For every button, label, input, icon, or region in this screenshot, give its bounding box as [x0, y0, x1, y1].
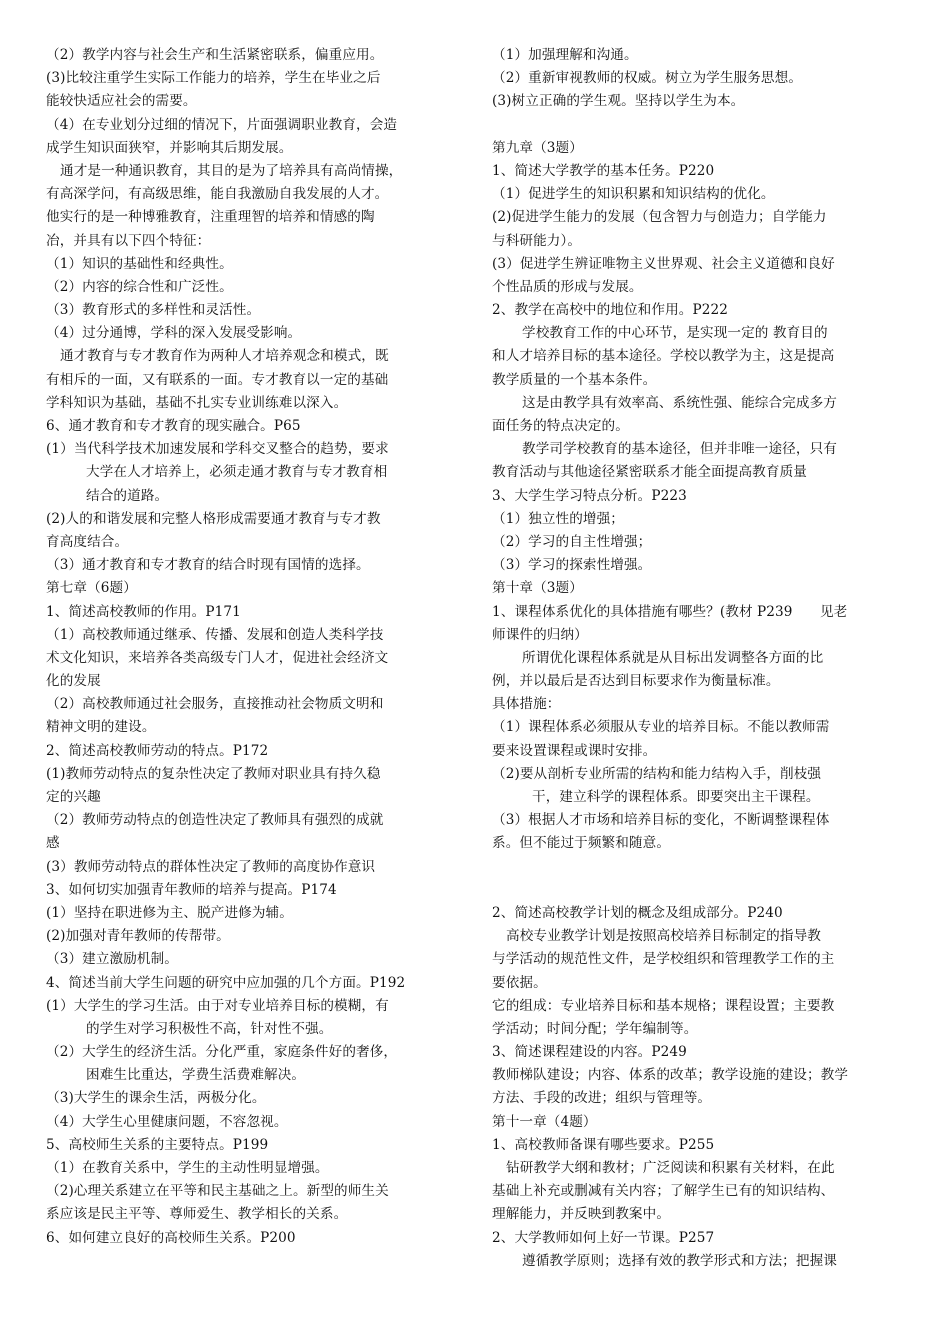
right-column-line: 第十章（3题）: [492, 580, 583, 597]
right-column-line: 教师梯队建设；内容、体系的改革；教学设施的建设；教学: [492, 1067, 849, 1084]
left-column-line: 学科知识为基础，基础不扎实专业训练难以深入。: [46, 394, 348, 411]
left-column-line: 1、简述高校教师的作用。P171: [46, 603, 241, 620]
left-column-line: 6、通才教育和专才教育的现实融合。P65: [46, 418, 301, 434]
right-column-line: 要依据。: [492, 974, 547, 991]
right-column-line: 方法、手段的改进；组织与管理等。: [492, 1090, 712, 1107]
left-column-line: 困难生比重达，学费生活费难解决。: [86, 1067, 306, 1084]
left-column-line: 系应该是民主平等、尊师爱生、教学相长的关系。: [46, 1206, 348, 1223]
left-column-line: 5、高校师生关系的主要特点。P199: [46, 1136, 269, 1153]
left-column-line: （2)心理关系建立在平等和民主基础之上。新型的师生关: [46, 1183, 389, 1200]
right-column-line: 2、大学教师如何上好一节课。P257: [492, 1229, 715, 1246]
left-column-line: （3)大学生的课余生活，两极分化。: [46, 1090, 266, 1107]
left-column-line: 他实行的是一种博雅教育，注重理智的培养和情感的陶: [46, 209, 375, 226]
right-column-line: 它的组成：专业培养目标和基本规格；课程设置；主要教: [492, 997, 835, 1014]
right-column-line: （1）促进学生的知识积累和知识结构的优化。: [492, 186, 775, 203]
left-column-line: （2）教学内容与社会生产和生活紧密联系，偏重应用。: [46, 47, 384, 63]
right-column-line: 1、简述大学教学的基本任务。P220: [492, 162, 715, 179]
right-column-line: 这是由教学具有效率高、系统性强、能综合完成多方: [522, 394, 837, 411]
right-column-line: 要来设置课程或课时安排。: [492, 742, 657, 759]
right-column-line: 2、简述高校教学计划的概念及组成部分。P240: [492, 904, 783, 921]
right-column-line: 钻研教学大纲和教材；广泛阅读和积累有关材料，在此: [506, 1160, 835, 1176]
right-column-line: 3、简述课程建设的内容。P249: [492, 1044, 687, 1061]
left-column-line: (1)教师劳动特点的复杂性决定了教师对职业具有持久稳: [46, 765, 381, 782]
left-column-line: （1）知识的基础性和经典性。: [46, 255, 233, 272]
right-column-line: (3）促进学生辨证唯物主义世界观、社会主义道德和良好: [492, 255, 835, 272]
left-column-line: 2、简述高校教师劳动的特点。P172: [46, 742, 269, 759]
left-column-line: (2)加强对青年教师的传帮带。: [46, 928, 230, 945]
left-column-line: （1）高校教师通过继承、传播、发展和创造人类科学技: [46, 626, 384, 643]
right-column-line: [492, 856, 908, 879]
right-column-line: 学活动；时间分配；学年编制等。: [492, 1020, 698, 1037]
right-column-line: （1）课程体系必须服从专业的培养目标。不能以教师需: [492, 719, 830, 736]
left-column-line: 有高深学问，有高级思维，能自我激励自我发展的人才。: [46, 186, 389, 203]
left-column-line: （2）内容的综合性和广泛性。: [46, 278, 233, 295]
left-column-line: 3、如何切实加强青年教师的培养与提高。P174: [46, 881, 337, 898]
left-column-line: 成学生知识面狭窄，并影响其后期发展。: [46, 139, 293, 156]
right-column-line: 1、高校教师备课有哪些要求。P255: [492, 1136, 715, 1153]
left-column-line: 4、简述当前大学生问题的研究中应加强的几个方面。P192: [46, 974, 406, 991]
left-column-line: （2）教师劳动特点的创造性决定了教师具有强烈的成就: [46, 812, 384, 829]
left-column-line: （3）建立激励机制。: [46, 951, 178, 968]
left-column-line: (1）坚持在职进修为主、脱产进修为辅。: [46, 904, 293, 921]
left-column-line: 有相斥的一面，又有联系的一面。专才教育以一定的基础: [46, 371, 389, 388]
right-column-line: 基础上补充或删减有关内容；了解学生已有的知识结构、: [492, 1183, 835, 1200]
left-column-line: 化的发展: [46, 673, 101, 690]
right-column-line: （1）加强理解和沟通。: [492, 47, 638, 63]
right-column-line: 与学活动的规范性文件，是学校组织和管理教学工作的主: [492, 951, 835, 968]
left-column-line: （1）在教育关系中，学生的主动性明显增强。: [46, 1160, 329, 1176]
left-column-line: 通才是一种通识教育，其目的是为了培养具有高尚情操，: [60, 162, 403, 179]
left-column-line: 结合的道路。: [86, 487, 169, 504]
right-column-line: （2)要从剖析专业所需的结构和能力结构入手，削枝强: [492, 765, 822, 782]
right-column-line: 教学司学校教育的基本途径，但并非唯一途径，只有: [522, 441, 837, 458]
left-column-line: 能较快适应社会的需要。: [46, 93, 197, 110]
left-column-line: (3)比较注重学生实际工作能力的培养，学生在毕业之后: [46, 70, 381, 87]
right-column-line: 高校专业教学计划是按照高校培养目标制定的指导教: [506, 928, 821, 945]
right-column-line: (3)树立正确的学生观。坚持以学生为本。: [492, 93, 745, 110]
right-column-line: 教学质量的一个基本条件。: [492, 371, 657, 388]
right-column-line: 干，建立科学的课程体系。即要突出主干课程。: [532, 789, 820, 805]
right-column-line: 师课件的归纳）: [492, 626, 588, 643]
right-column-line: 例，并以最后是否达到目标要求作为衡量标准。: [492, 673, 780, 690]
right-column-line: （2）重新审视教师的权威。树立为学生服务思想。: [492, 70, 803, 87]
right-column-line: 学校教育工作的中心环节，是实现一定的 教育目的: [522, 325, 828, 342]
right-column-line: 3、大学生学习特点分析。P223: [492, 487, 687, 504]
right-column-line: 个性品质的形成与发展。: [492, 278, 643, 295]
right-column-line: 所谓优化课程体系就是从目标出发调整各方面的比: [522, 649, 824, 666]
left-column-line: 6、如何建立良好的高校师生关系。P200: [46, 1229, 296, 1246]
right-column-line: (2)促进学生能力的发展（包含智力与创造力；自学能力: [492, 209, 827, 226]
right-column-line: 第十一章（4题）: [492, 1113, 597, 1130]
left-column-line: 感: [46, 835, 60, 852]
left-column-line: 大学在人才培养上，必须走通才教育与专才教育相: [86, 464, 388, 481]
left-column-line: (1）大学生的学习生活。由于对专业培养目标的模糊，有: [46, 997, 389, 1014]
left-column-line: 精神文明的建设。: [46, 719, 156, 736]
right-column-line: 和人才培养目标的基本途径。学校以教学为主，这是提高: [492, 348, 835, 365]
right-column-line: 第九章（3题）: [492, 139, 583, 156]
left-column-line: 第七章（6题）: [46, 580, 137, 597]
right-column-line: （1）独立性的增强；: [492, 510, 624, 527]
left-column-line: 术文化知识，来培养各类高级专门人才，促进社会经济文: [46, 649, 389, 666]
right-column-line: 遵循教学原则；选择有效的教学形式和方法；把握课: [522, 1252, 837, 1269]
right-column-line: [492, 114, 908, 137]
right-column-line: [492, 879, 908, 902]
left-column-line: （4）在专业划分过细的情况下，片面强调职业教育，会造: [46, 116, 398, 133]
left-column-line: (3）教师劳动特点的群体性决定了教师的高度协作意识: [46, 858, 376, 875]
left-column-line: （2）大学生的经济生活。分化严重，家庭条件好的奢侈，: [46, 1044, 398, 1061]
right-column-line: （3）学习的探索性增强。: [492, 557, 652, 574]
right-column-line: 教育活动与其他途径紧密联系才能全面提高教育质量: [492, 464, 807, 481]
right-text-column: [492, 44, 908, 1273]
left-text-column: [46, 44, 464, 1250]
left-column-line: （3）通才教育和专才教育的结合时现有国情的选择。: [46, 557, 370, 574]
right-column-line: 具体措施：: [492, 696, 561, 713]
left-column-line: （4）过分通博，学科的深入发展受影响。: [46, 325, 302, 342]
left-column-line: （4）大学生心里健康问题，不容忽视。: [46, 1113, 288, 1130]
left-column-line: 通才教育与专才教育作为两种人才培养观念和模式，既: [60, 348, 389, 365]
right-column-line: 2、教学在高校中的地位和作用。P222: [492, 302, 728, 319]
right-column-line: （2）学习的自主性增强；: [492, 533, 652, 550]
left-column-line: 育高度结合。: [46, 533, 129, 550]
left-column-line: （2）高校教师通过社会服务，直接推动社会物质文明和: [46, 696, 384, 713]
right-column-line: 系。但不能过于频繁和随意。: [492, 835, 671, 852]
right-column-line: （3）根据人才市场和培养目标的变化，不断调整课程体: [492, 812, 830, 829]
left-column-line: 的学生对学习积极性不高，针对性不强。: [86, 1020, 333, 1037]
right-column-line: 与科研能力）。: [492, 232, 582, 249]
left-column-line: (1）当代科学技术加速发展和学科交叉整合的趋势，要求: [46, 441, 389, 458]
right-column-line: 理解能力，并反映到教案中。: [492, 1206, 671, 1223]
right-column-line: 1、课程体系优化的具体措施有哪些？(教材 P239 见老: [492, 603, 848, 620]
left-column-line: 定的兴趣: [46, 789, 101, 805]
left-column-line: 冶，并具有以下四个特征：: [46, 232, 211, 249]
left-column-line: (2)人的和谐发展和完整人格形成需要通才教育与专才教: [46, 510, 381, 527]
left-column-line: （3）教育形式的多样性和灵活性。: [46, 302, 261, 319]
right-column-line: 面任务的特点决定的。: [492, 418, 629, 434]
